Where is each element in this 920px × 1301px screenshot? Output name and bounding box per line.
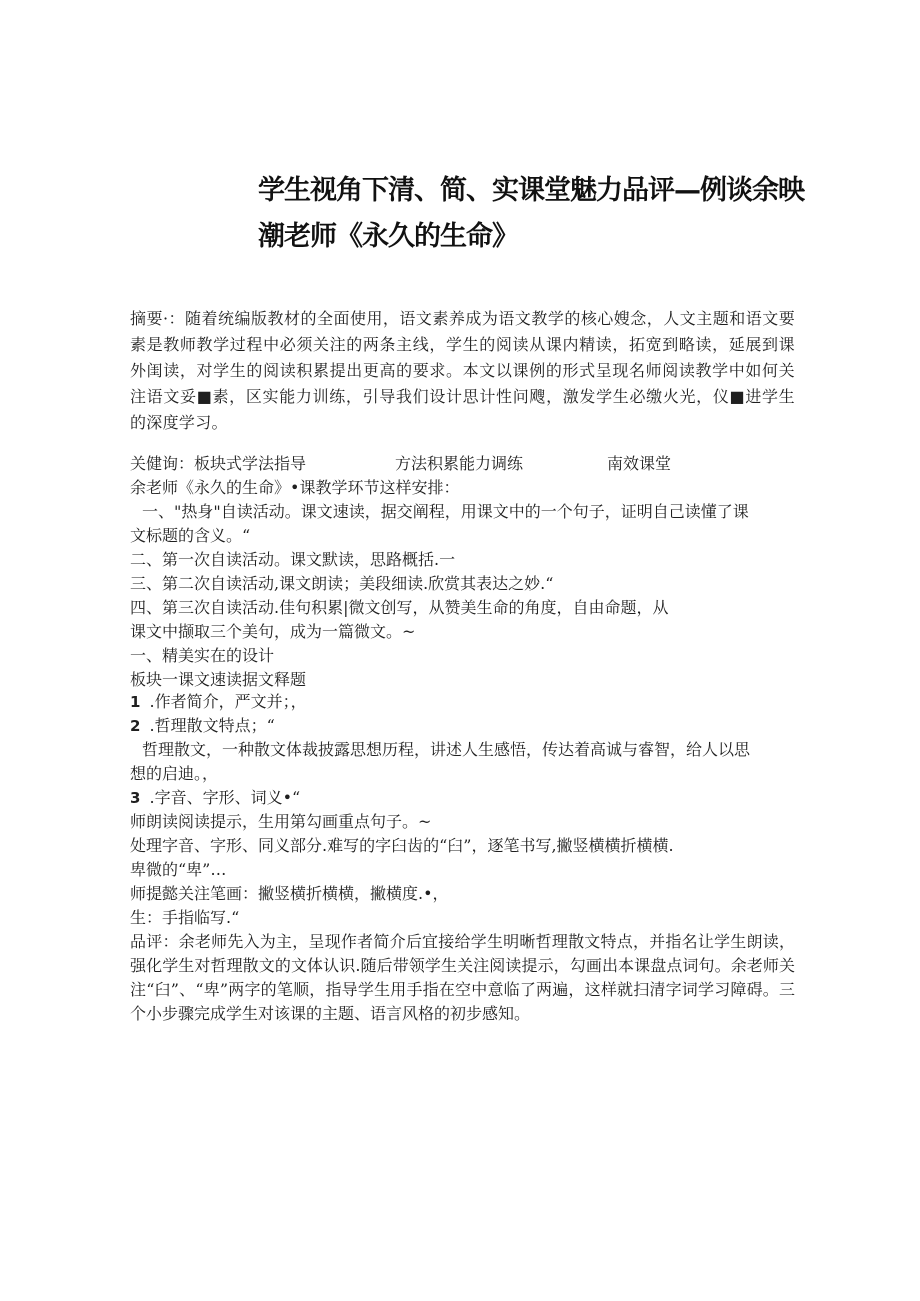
list-number: 1 — [130, 693, 141, 711]
lesson-intro: 余老师《永久的生命》•课教学环节这样安排： — [130, 478, 460, 497]
list-item-2 — [130, 714, 795, 738]
paragraph-line: 哲理散文，一种散文体裁披露思想历程，讲述人生感悟，传达着高诚与睿智，给人以思 — [142, 740, 751, 759]
title-line-1: 学生视角下清、简、实课堂魅力品评—例谈余映 — [258, 175, 804, 206]
text-line: 师朗读阅读提示，生用第勾画重点句子。~ — [130, 812, 432, 831]
step-3: 三、第二次自读活动,课文朗读；美段细读.欣赏其表达之妙.“ — [130, 574, 554, 593]
review-paragraph: 品评：余老师先入为主，呈现作者简介后宜接给学生明晰哲理散文特点，并指名让学生朗读，强化学生对哲理散文的文体认识.随后带领学生关注阅读提示，勾画出本课盘点词句。余老师关注“臼”、“卑”两字的笔顺，指导学生用手指在空中意临了两遍，这样就扫清字词学习障碍。三个小步骤完成学生对该课的主题、语言风格的初步感知。 — [130, 932, 795, 1023]
list-text: .作者简介，严文并；， — [149, 692, 307, 711]
step-1-line-b: 文标题的含义。“ — [130, 526, 251, 545]
document-title — [258, 168, 818, 260]
text-line: 处理字音、字形、同义部分.难写的字臼齿的“臼”，逐笔书写,撇竖横横折横横. — [130, 836, 674, 855]
keywords-line — [130, 452, 795, 476]
section-lesson-plan — [130, 452, 795, 692]
text-line: 师提懿关注笔画：撇竖横折横横，撇横度.•， — [130, 884, 449, 903]
list-number: 2 — [130, 717, 141, 735]
section-block-one — [130, 690, 795, 930]
list-number: 3 — [130, 789, 141, 807]
step-4-line-a: 四、第三次自读活动.佳句积累|微文创写，从赞美生命的角度，自由命题，从 — [130, 598, 669, 617]
text-line: 卑微的“卑”… — [130, 860, 227, 879]
block-heading: 板块一课文速读据文释题 — [130, 670, 307, 689]
step-4-line-b: 课文中撷取三个美句，成为一篇微文。~ — [130, 622, 416, 641]
paragraph-line: 想的启迪。， — [130, 764, 219, 783]
text-line: 生：手指临写.“ — [130, 908, 240, 927]
step-2: 二、第一次自读活动。课文默读，思路概括.一 — [130, 550, 456, 569]
list-text: .字音、字形、词义•“ — [149, 788, 301, 807]
step-1-line-a: 一、"热身"自读活动。课文速读，据交阐程，用课文中的一个句子，证明自己读懂了课 — [142, 502, 749, 521]
section-heading: 一、精美实在的设计 — [130, 646, 275, 665]
keyword-label: 关健询：板块式学法指导 — [130, 454, 307, 473]
list-item-3 — [130, 786, 795, 810]
keyword-item: 南效课堂 — [607, 454, 672, 473]
keyword-item: 方法积累能力调练 — [395, 454, 524, 473]
list-text: .哲理散文特点；“ — [149, 716, 275, 735]
title-line-2: 潮老师《永久的生命》 — [258, 221, 518, 252]
list-item-1 — [130, 690, 795, 714]
abstract-paragraph: 摘要·：随着统编版教材的全面使用，语文素养成为语文教学的核心嫂念，人文主题和语文要素是教师教学过程中必须关注的两条主线，学生的阅读从课内精读，拓宽到略读，延展到课外闺读，对学生的阅读积累提出更高的要求。本文以课例的形式呈现名师阅读教学中如何关注语文妥■素，区实能力训练，引导我们设计思计性问飕，激发学生必缴火光，仪■进学生的深度学习。 — [130, 309, 795, 432]
